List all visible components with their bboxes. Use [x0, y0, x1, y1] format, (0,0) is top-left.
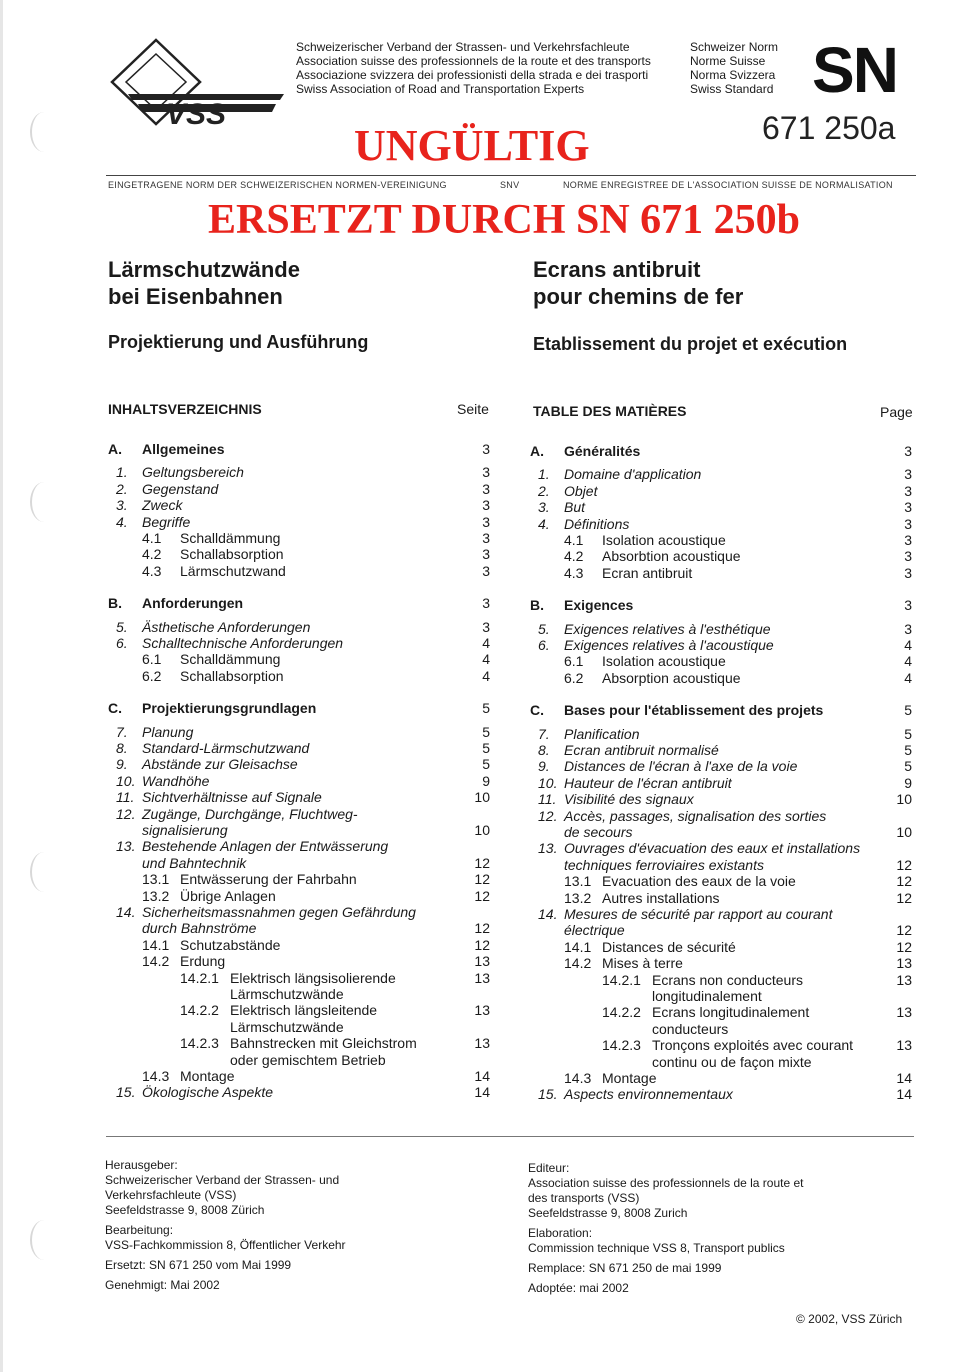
toc-entry-title: Entwässerung der Fahrbahn: [180, 871, 357, 888]
toc-entry-title: Schallabsorption: [180, 667, 284, 684]
toc-entry-title: Geltungsbereich: [142, 464, 244, 481]
toc-entry-page: 5: [482, 740, 490, 756]
toc-entry-page: 4: [904, 637, 912, 653]
toc-entry-number: 9.: [538, 758, 550, 775]
toc-entry-number: 11.: [538, 791, 557, 808]
toc-entry-title: Exigences relatives à l'esthétique: [564, 620, 771, 637]
toc-entry-title: Abstände zur Gleisachse: [142, 756, 298, 773]
toc-entry-title: Absorbtion acoustique: [602, 548, 741, 565]
toc-entry-number: 6.2: [142, 667, 162, 684]
toc-entry-title: Exigences relatives à l'acoustique: [564, 637, 774, 653]
sn-mark: SN: [812, 34, 897, 106]
replaced-de: Ersetzt: SN 671 250 vom Mai 1999: [105, 1258, 292, 1272]
toc-entry-title: Accès, passages, signalisation des sorties: [564, 807, 827, 824]
vss-logo-text: VSS: [166, 98, 227, 128]
toc-entry-page: 3: [904, 515, 912, 532]
toc-entry-page: 4: [904, 669, 912, 686]
toc-entry-title: Ecrans longitudinalement: [652, 1004, 810, 1021]
editing-label-fr: Elaboration:: [528, 1226, 593, 1240]
toc-entry-number: 4.3: [564, 564, 584, 581]
toc-entry-title: Erdung: [180, 953, 226, 970]
toc-entry-title: Anforderungen: [142, 595, 244, 612]
norm-number: 671 250a: [762, 110, 896, 146]
registered-right: NORME ENREGISTREE DE L'ASSOCIATION SUISSE DE NORMALISATION: [563, 180, 893, 190]
toc-entry-number: 14.2.2: [180, 1002, 219, 1019]
toc-entry-page: 12: [474, 936, 490, 953]
toc-entry-page: 10: [474, 789, 490, 806]
toc-entry-title: conducteurs: [652, 1020, 729, 1037]
toc-entry-page: 14: [474, 1084, 490, 1101]
punch-hole: [30, 482, 58, 522]
toc-entry-page: 13: [896, 971, 912, 988]
toc-entry-number: B.: [530, 597, 544, 614]
toc-entry-page: 3: [482, 464, 490, 481]
toc-de-page-label: Seite: [457, 401, 489, 417]
toc-entry-number: 14.1: [142, 936, 170, 953]
editing-value-de: VSS-Fachkommission 8, Öffentlicher Verkehr: [105, 1238, 346, 1252]
title-de-line2: bei Eisenbahnen: [108, 284, 283, 309]
toc-entry-title: Ecran antibruit normalisé: [564, 742, 719, 758]
norm-labels: [690, 40, 778, 96]
toc-entry-title: Schutzabstände: [180, 936, 281, 953]
toc-entry-title: Définitions: [564, 515, 630, 532]
toc-entry-title: Isolation acoustique: [602, 653, 726, 670]
toc-entry-number: 8.: [116, 740, 128, 756]
vss-logo: [108, 36, 284, 128]
toc-entry-page: 5: [904, 702, 912, 719]
toc-entry-page: 13: [896, 955, 912, 972]
toc-entry-number: 13.: [116, 838, 136, 855]
toc-entry-number: 8.: [538, 742, 550, 758]
toc-entry-title: Exigences: [564, 597, 634, 614]
toc-entry-page: 3: [482, 497, 490, 514]
toc-entry-title: Ecrans non conducteurs: [652, 971, 803, 988]
stamp-invalid: UNGÜLTIG: [354, 121, 590, 170]
toc-entry-page: 14: [474, 1068, 490, 1084]
toc-entry-title: Autres installations: [602, 889, 720, 906]
toc-entry-title: Planification: [564, 725, 640, 742]
toc-entry-number: C.: [108, 700, 122, 717]
toc-entry-number: 4.1: [142, 530, 162, 546]
toc-entry-title: Ecran antibruit: [602, 564, 693, 581]
editing-value-fr: Commission technique VSS 8, Transport publics: [528, 1241, 785, 1255]
toc-entry-number: 10.: [538, 774, 558, 791]
toc-entry-page: 3: [904, 482, 912, 499]
toc-entry-page: 4: [904, 653, 912, 670]
punch-hole: [30, 112, 58, 152]
toc-entry-title: Schalldämmung: [180, 651, 281, 668]
toc-entry-title: de secours: [564, 824, 633, 840]
toc-entry-number: 12.: [116, 805, 136, 822]
toc-entry-title: Distances de sécurité: [602, 938, 736, 955]
toc-entry-title: Mises à terre: [602, 955, 683, 972]
toc-entry-page: 3: [904, 532, 912, 548]
toc-entry-title: Montage: [180, 1068, 235, 1084]
toc-entry-number: 3.: [116, 497, 128, 514]
toc-entry-page: 13: [474, 953, 490, 970]
title-fr-line1: Ecrans antibruit: [533, 257, 701, 282]
footer-de: [105, 1158, 346, 1293]
toc-entry-title: Lärmschutzwände: [230, 1018, 344, 1035]
toc-entry-title: Absorption acoustique: [602, 669, 741, 686]
toc-entry-title: Schalltechnische Anforderungen: [142, 635, 344, 651]
toc-entry-title: Tronçons exploités avec courant: [652, 1037, 854, 1054]
toc-entry-number: 14.2.2: [602, 1004, 641, 1021]
footer-fr: [528, 1161, 804, 1296]
toc-entry-title: Montage: [602, 1070, 657, 1086]
toc-entry-title: Allgemeines: [142, 441, 225, 457]
toc-entry-page: 3: [482, 562, 490, 579]
toc-entry-page: 4: [482, 651, 490, 668]
toc-entry-number: 2.: [538, 482, 550, 499]
toc-entry-number: 15.: [538, 1086, 558, 1103]
toc-entry-number: 4.: [116, 513, 128, 530]
toc-entry-number: 14.1: [564, 938, 592, 955]
toc-entry-page: 3: [904, 548, 912, 565]
toc-entry-page: 4: [482, 667, 490, 684]
toc-entry-title: Projektierungsgrundlagen: [142, 700, 317, 717]
toc-entry-title: Ökologische Aspekte: [142, 1084, 273, 1101]
toc-de-heading: INHALTSVERZEICHNIS: [108, 401, 262, 417]
toc-entry-number: 13.1: [142, 871, 170, 888]
registered-left: EINGETRAGENE NORM DER SCHWEIZERISCHEN NORMEN-VEREINIGUNG: [108, 180, 447, 190]
toc-entry-title: Gegenstand: [142, 480, 219, 497]
norm-label-it: Norma Svizzera: [690, 68, 776, 82]
toc-entry-number: 5.: [116, 618, 128, 635]
toc-entry-title: Evacuation des eaux de la voie: [602, 873, 796, 890]
toc-entry-number: 7.: [538, 725, 550, 742]
toc-entry-number: 13.1: [564, 873, 592, 890]
toc-entry-page: 13: [474, 1035, 490, 1052]
toc-entry-page: 14: [896, 1070, 912, 1086]
toc-entry-title: électrique: [564, 922, 625, 939]
toc-entry-number: 14.: [116, 904, 136, 920]
toc-entry-page: 12: [474, 871, 490, 888]
toc-entry-title: Standard-Lärmschutzwand: [142, 740, 310, 756]
toc-entry-number: 2.: [116, 480, 128, 497]
toc-entry-number: A.: [108, 441, 122, 457]
approved-de: Genehmigt: Mai 2002: [105, 1278, 220, 1292]
toc-entry-title: Wandhöhe: [142, 772, 210, 789]
toc-entry-number: B.: [108, 595, 122, 612]
title-de-line1: Lärmschutzwände: [108, 257, 300, 282]
publisher-label-de: Herausgeber:: [105, 1158, 178, 1172]
toc-entry-title: Ästhetische Anforderungen: [142, 618, 311, 635]
toc-entry-title: Objet: [564, 482, 598, 499]
punch-hole: [30, 1220, 58, 1260]
toc-entry-number: 7.: [116, 723, 128, 740]
toc-entry-page: 3: [482, 441, 490, 457]
toc-entry-title: Bahnstrecken mit Gleichstrom: [230, 1035, 417, 1052]
toc-entry-title: Hauteur de l'écran antibruit: [564, 774, 732, 791]
toc-entry-page: 12: [896, 922, 912, 939]
association-name-en: Swiss Association of Road and Transportation Experts: [296, 82, 585, 96]
toc-entry-title: Isolation acoustique: [602, 532, 726, 548]
publisher-line2-de: Verkehrsfachleute (VSS): [105, 1188, 237, 1202]
toc-entry-page: 12: [896, 856, 912, 873]
toc-entry-title: Bases pour l'établissement des projets: [564, 702, 824, 719]
toc-entry-page: 5: [904, 758, 912, 775]
copyright: © 2002, VSS Zürich: [796, 1312, 903, 1326]
toc-entry-number: 14.2.1: [602, 971, 641, 988]
toc-entry-page: 12: [896, 889, 912, 906]
toc-entry-number: 4.1: [564, 532, 584, 548]
toc-entry-page: 13: [896, 1037, 912, 1054]
toc-entry-title: Distances de l'écran à l'axe de la voie: [564, 758, 798, 775]
toc-entry-number: 1.: [538, 466, 550, 483]
toc-entry-title: signalisierung: [142, 822, 228, 838]
toc-entry-title: Zugänge, Durchgänge, Fluchtweg-: [142, 805, 358, 822]
toc-entry-number: 6.1: [564, 653, 584, 670]
toc-entry-title: Sicherheitsmassnahmen gegen Gefährdung: [142, 904, 416, 920]
association-names: [296, 40, 651, 96]
toc-entry-page: 12: [474, 887, 490, 904]
toc-entry-page: 5: [482, 700, 490, 717]
toc-entry-page: 3: [904, 443, 912, 459]
toc-de: [108, 441, 493, 1121]
title-fr: [533, 256, 743, 310]
toc-entry-number: 14.: [538, 906, 558, 922]
title-fr-line2: pour chemins de fer: [533, 284, 744, 309]
publisher-line2-fr: des transports (VSS): [528, 1191, 640, 1205]
toc-entry-number: 5.: [538, 620, 550, 637]
toc-entry-page: 10: [896, 824, 912, 840]
toc-entry-page: 12: [474, 920, 490, 937]
toc-entry-number: 11.: [116, 789, 135, 806]
toc-entry-number: 6.2: [564, 669, 584, 686]
stamp-replaced: ERSETZT DURCH SN 671 250b: [208, 197, 801, 243]
toc-entry-number: 6.: [538, 637, 550, 653]
toc-entry-number: 14.2.1: [180, 969, 219, 986]
toc-entry-page: 3: [904, 466, 912, 483]
scan-edge: [0, 0, 3, 1372]
toc-entry-page: 14: [896, 1086, 912, 1103]
subtitle-de: Projektierung und Ausführung: [108, 332, 369, 352]
toc-entry-title: Zweck: [142, 497, 183, 514]
punch-hole: [30, 852, 58, 892]
toc-entry-title: continu ou de façon mixte: [652, 1053, 812, 1070]
approved-fr: Adoptée: mai 2002: [528, 1281, 629, 1295]
toc-entry-title: Généralités: [564, 443, 641, 459]
toc-entry-title: Sichtverhältnisse auf Signale: [142, 789, 322, 806]
toc-entry-page: 3: [904, 499, 912, 516]
toc-entry-title: Domaine d'application: [564, 466, 702, 483]
publisher-line1-de: Schweizerischer Verband der Strassen- und: [105, 1173, 340, 1187]
toc-entry-page: 3: [904, 620, 912, 637]
toc-entry-number: 14.2: [142, 953, 170, 970]
toc-entry-page: 3: [904, 597, 912, 614]
toc-entry-number: 14.3: [564, 1070, 592, 1086]
toc-entry-page: 12: [896, 873, 912, 890]
toc-entry-number: 14.2.3: [602, 1037, 641, 1054]
editing-label-de: Bearbeitung:: [105, 1223, 174, 1237]
toc-entry-page: 3: [482, 530, 490, 546]
toc-entry-title: Elektrisch längsleitende: [230, 1002, 378, 1019]
toc-entry-number: 13.2: [564, 889, 592, 906]
toc-entry-page: 3: [482, 546, 490, 563]
toc-entry-page: 10: [896, 791, 912, 808]
toc-entry-number: 6.: [116, 635, 128, 651]
norm-label-de: Schweizer Norm: [690, 40, 779, 54]
publisher-address-de: Seefeldstrasse 9, 8008 Zürich: [105, 1203, 265, 1217]
toc-entry-title: Elektrisch längsisolierende: [230, 969, 396, 986]
header-rule: [106, 175, 916, 176]
footer-rule: [106, 1136, 914, 1137]
toc-entry-title: Mesures de sécurité par rapport au courant: [564, 906, 833, 922]
toc-entry-page: 12: [896, 938, 912, 955]
toc-entry-title: longitudinalement: [652, 988, 762, 1004]
toc-entry-title: durch Bahnströme: [142, 920, 257, 937]
toc-entry-title: Lärmschutzwand: [180, 562, 286, 579]
publisher-line1-fr: Association suisse des professionnels de la route et: [528, 1176, 804, 1190]
toc-entry-number: 9.: [116, 756, 128, 773]
toc-entry-title: oder gemischtem Betrieb: [230, 1051, 386, 1068]
toc-entry-title: Begriffe: [142, 513, 191, 530]
toc-fr-heading: TABLE DES MATIÈRES: [533, 403, 687, 419]
toc-entry-number: 12.: [538, 807, 558, 824]
toc-fr-page-label: Page: [880, 404, 913, 420]
toc-entry-title: Aspects environnementaux: [564, 1086, 733, 1103]
title-de: [108, 256, 300, 310]
toc-entry-title: But: [564, 499, 586, 516]
toc-entry-page: 5: [904, 742, 912, 758]
toc-entry-number: 4.2: [142, 546, 162, 563]
norm-label-en: Swiss Standard: [690, 82, 774, 96]
toc-entry-page: 3: [482, 480, 490, 497]
toc-entry-page: 3: [482, 618, 490, 635]
publisher-address-fr: Seefeldstrasse 9, 8008 Zurich: [528, 1206, 688, 1220]
toc-entry-title: und Bahntechnik: [142, 854, 247, 871]
toc-entry-title: Bestehende Anlagen der Entwässerung: [142, 838, 389, 855]
toc-entry-number: 13.: [538, 840, 558, 857]
toc-entry-page: 12: [474, 854, 490, 871]
toc-entry-number: 14.2: [564, 955, 592, 972]
toc-entry-page: 9: [904, 774, 912, 791]
toc-entry-title: Visibilité des signaux: [564, 791, 694, 808]
toc-entry-page: 5: [482, 723, 490, 740]
toc-entry-title: Übrige Anlagen: [180, 887, 276, 904]
toc-entry-number: 14.2.3: [180, 1035, 219, 1052]
toc-fr: [530, 443, 915, 1123]
toc-entry-page: 13: [474, 1002, 490, 1019]
replaced-fr: Remplace: SN 671 250 de mai 1999: [528, 1261, 722, 1275]
toc-entry-title: Lärmschutzwände: [230, 986, 344, 1002]
toc-entry-number: 14.3: [142, 1068, 170, 1084]
toc-entry-page: 9: [482, 772, 490, 789]
toc-entry-page: 5: [482, 756, 490, 773]
subtitle-fr: Etablissement du projet et exécution: [533, 334, 848, 354]
toc-entry-page: 3: [482, 595, 490, 612]
toc-entry-number: 1.: [116, 464, 128, 481]
toc-entry-number: 10.: [116, 772, 136, 789]
toc-entry-number: 3.: [538, 499, 550, 516]
toc-entry-number: 4.2: [564, 548, 584, 565]
association-name-it: Associazione svizzera dei professionisti della strada e dei trasporti: [296, 68, 649, 82]
association-name-de: Schweizerischer Verband der Strassen- und Verkehrsfachleute: [296, 40, 630, 54]
toc-entry-number: A.: [530, 443, 544, 459]
toc-entry-title: Schalldämmung: [180, 530, 281, 546]
toc-entry-number: 4.: [538, 515, 550, 532]
toc-entry-number: 13.2: [142, 887, 170, 904]
toc-entry-number: C.: [530, 702, 544, 719]
toc-entry-page: 4: [482, 635, 490, 651]
toc-entry-page: 13: [896, 1004, 912, 1021]
toc-entry-title: Schallabsorption: [180, 546, 284, 563]
toc-entry-number: 6.1: [142, 651, 162, 668]
registered-mid: SNV: [500, 180, 520, 190]
toc-entry-page: 5: [904, 725, 912, 742]
publisher-label-fr: Editeur:: [528, 1161, 570, 1175]
toc-entry-number: 15.: [116, 1084, 136, 1101]
toc-entry-title: Planung: [142, 723, 194, 740]
toc-entry-number: 4.3: [142, 562, 162, 579]
toc-entry-page: 3: [904, 564, 912, 581]
toc-entry-page: 10: [474, 822, 490, 838]
toc-entry-title: Ouvrages d'évacuation des eaux et installations: [564, 840, 861, 857]
norm-label-fr: Norme Suisse: [690, 54, 766, 68]
toc-entry-title: techniques ferroviaires existants: [564, 856, 764, 873]
toc-entry-page: 13: [474, 969, 490, 986]
toc-entry-page: 3: [482, 513, 490, 530]
association-name-fr: Association suisse des professionnels de la route et des transports: [296, 54, 651, 68]
